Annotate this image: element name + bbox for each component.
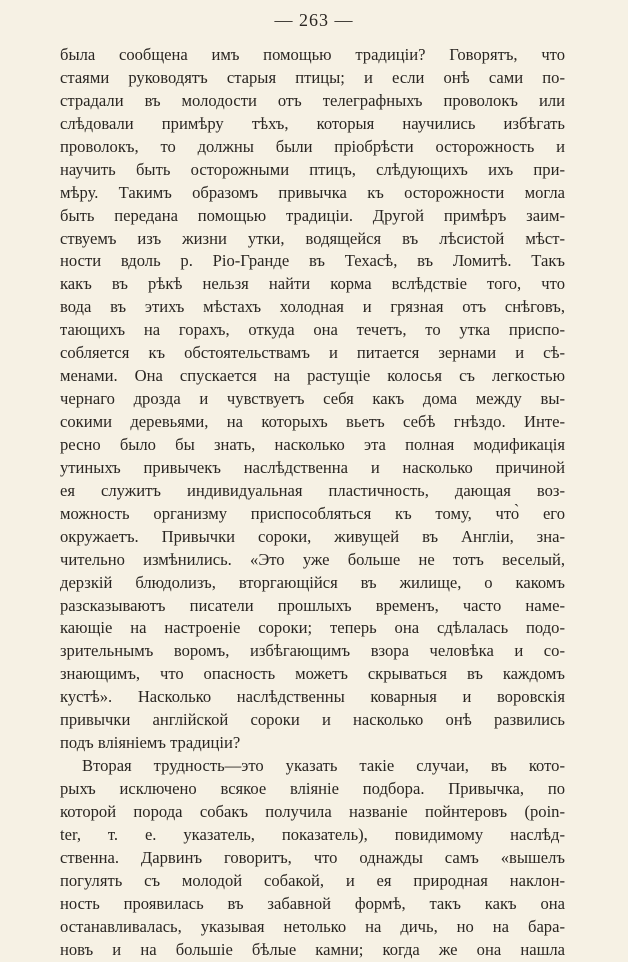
text-line: менами. Она спускается на растущіе колосья съ легкостью (60, 366, 565, 386)
text-line: ресно было бы знать, насколько эта полная модификація (60, 434, 565, 454)
text-line: дерзкій блюдолизъ, вторгающійся въ жилище, о какомъ (60, 572, 565, 592)
text-line: стаями руководятъ старыя птицы; и если онѣ сами по- (60, 67, 565, 87)
text-line: ности вдоль р. Ріо-Гранде въ Техасѣ, въ Ломитѣ. Такъ (60, 251, 565, 271)
text-line: слѣдовали примѣру тѣхъ, которыя научились избѣгать (60, 113, 565, 133)
text-line: страдали въ молодости отъ телеграфныхъ проволокъ или (60, 90, 565, 110)
page-number: — 263 — (274, 10, 354, 30)
text-line: кающіе на настроеніе сороки; теперь она сдѣлалась подо- (60, 618, 565, 638)
text-line: вода въ этихъ мѣстахъ холодная и грязная отъ снѣговъ, (60, 297, 565, 317)
text-line: была сообщена имъ помощью традиціи? Говорятъ, что (60, 45, 565, 64)
text-line: ность проявилась въ забавной формѣ, такъ какъ она (60, 893, 565, 913)
text-line: которой порода собакъ получила названіе пойнтеровъ (poin- (60, 801, 565, 821)
text-line: мѣру. Такимъ образомъ привычка къ осторожности могла (60, 182, 565, 202)
text-line: собляется къ обстоятельствамъ и питается зернами и сѣ- (60, 343, 565, 363)
text-line: зрительнымъ воромъ, избѣгающимъ взора человѣка и со- (60, 641, 565, 661)
text-line: ея служитъ индивидуальная пластичность, дающая воз- (60, 480, 565, 500)
text-line: чернаго дрозда и чувствуетъ себя какъ дома между вы- (60, 389, 565, 409)
text-line: ter, т. е. указатель, показатель), повидимому наслѣд- (60, 824, 565, 844)
text-line: тающихъ на горахъ, откуда она течетъ, то утка приспо- (60, 320, 565, 340)
text-line: научить быть осторожными птицъ, слѣдующихъ ихъ при- (60, 159, 565, 179)
text-line: быть передана помощью традиціи. Другой примѣръ заим- (60, 205, 565, 225)
text-line: подъ вліяніемъ традиціи? (60, 733, 241, 753)
text-line: окружаетъ. Привычки сороки, живущей въ Англіи, зна- (60, 526, 565, 546)
text-line: погулять съ молодой собакой, и ея природная наклон- (60, 870, 565, 890)
text-line: кустѣ». Насколько наслѣдственны коварныя и воровскія (60, 687, 565, 707)
text-line: ствуемъ изъ жизни утки, водящейся въ лѣсистой мѣст- (60, 228, 565, 248)
text-line: какъ въ рѣкѣ нельзя найти корма вслѣдствіе того, что (60, 274, 565, 294)
text-line: чительно измѣнились. «Это уже больше не тотъ веселый, (60, 549, 565, 569)
text-line: знающимъ, что опасность можетъ скрываться въ каждомъ (60, 664, 565, 684)
body-text (60, 44, 565, 962)
text-line: проволокъ, то должны были пріобрѣсти осторожность и (60, 136, 565, 156)
text-line: новъ и на большіе бѣлые камни; когда же она нашла (60, 939, 565, 959)
text-line: рыхъ исключено всякое вліяніе подбора. Привычка, по (60, 779, 565, 798)
text-line: можность организму приспособляться къ тому, что̀ его (60, 503, 565, 523)
text-line: ственна. Дарвинъ говоритъ, что однажды самъ «вышелъ (60, 847, 565, 867)
text-line: Вторая трудность—это указать такіе случаи, въ кото- (82, 756, 565, 776)
text-line: привычки англійской сороки и насколько онѣ развились (60, 710, 565, 730)
text-line: разсказываютъ писатели прошлыхъ временъ, часто наме- (60, 595, 565, 615)
text-line: останавливалась, указывая нетолько на дичь, но на бара- (60, 916, 565, 936)
text-line: утиныхъ привычекъ наслѣдственна и насколько причиной (60, 457, 565, 477)
text-line: сокими деревьями, на которыхъ вьетъ себѣ гнѣздо. Инте- (60, 412, 565, 431)
